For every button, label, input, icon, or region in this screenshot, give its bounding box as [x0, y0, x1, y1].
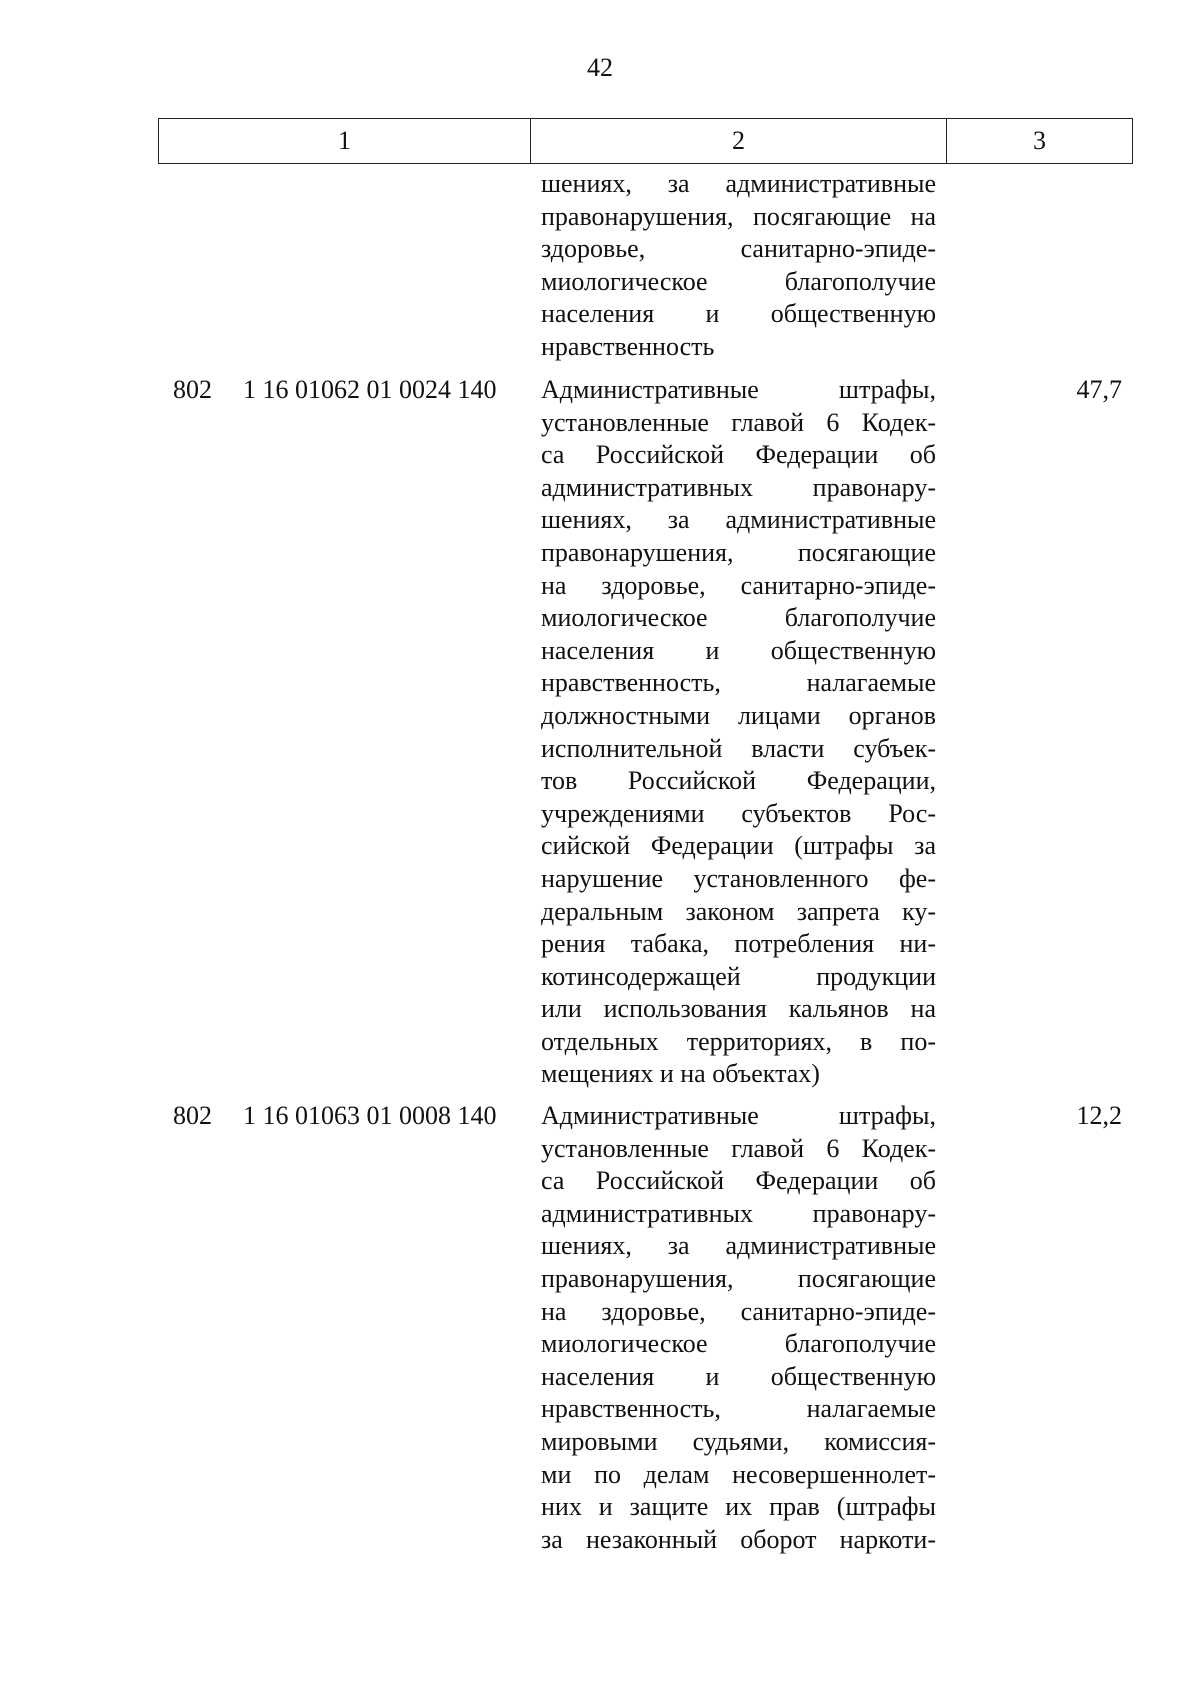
description-line: нравственность, налагаемые: [541, 668, 936, 698]
amount: 12,2: [1076, 1101, 1122, 1130]
description-line: правонарушения, посягающие: [541, 1263, 936, 1293]
table-header-col-2: 2: [531, 119, 947, 163]
description-line: населения и общественную: [541, 299, 936, 329]
row-description: [541, 374, 936, 1091]
table-header-col-3: 3: [1033, 126, 1046, 155]
description-line: исполнительной власти субъек-: [541, 733, 936, 763]
description-line: здоровье, санитарно-эпиде-: [541, 234, 936, 264]
description-line: за незаконный оборот наркоти-: [541, 1524, 936, 1554]
description-line: нравственность, налагаемые: [541, 1394, 936, 1424]
description-line: са Российской Федерации об: [541, 1166, 936, 1196]
admin-code: 802: [173, 375, 212, 404]
description-line: тов Российской Федерации,: [541, 766, 936, 796]
description-line: отдельных территориях, в по-: [541, 1026, 936, 1056]
description-line: миологическое благополучие: [541, 603, 936, 633]
description-line: сийской Федерации (штрафы за: [541, 831, 936, 861]
amount: 47,7: [1076, 375, 1122, 404]
description-line: административных правонару-: [541, 472, 936, 502]
description-line: шениях, за административные: [541, 505, 936, 535]
description-line: установленные главой 6 Кодек-: [541, 1133, 936, 1163]
description-line: рения табака, потребления ни-: [541, 929, 936, 959]
description-line: правонарушения, посягающие на: [541, 201, 936, 231]
description-line: должностными лицами органов: [541, 700, 936, 730]
description-line: мещениях и на объектах): [541, 1059, 820, 1089]
description-line: са Российской Федерации об: [541, 440, 936, 470]
description-line: котинсодержащей продукции: [541, 961, 936, 991]
description-line: населения и общественную: [541, 1361, 936, 1391]
description-line: деральным законом запрета ку-: [541, 896, 936, 926]
description-line: них и защите их прав (штрафы: [541, 1492, 936, 1522]
description-line: Административные штрафы,: [541, 1101, 936, 1130]
description-line: населения и общественную: [541, 635, 936, 665]
description-line: административных правонару-: [541, 1198, 936, 1228]
description-line: учреждениями субъектов Рос-: [541, 798, 936, 828]
description-line: Административные штрафы,: [541, 375, 936, 404]
description-line: миологическое благополучие: [541, 266, 936, 296]
description-line: на здоровье, санитарно-эпиде-: [541, 1296, 936, 1326]
description-line: установленные главой 6 Кодек-: [541, 407, 936, 437]
page-number: 42: [587, 53, 613, 82]
description-line: миологическое благополучие: [541, 1329, 936, 1359]
description-line: нравственность: [541, 331, 715, 361]
kbk-code: 1 16 01062 01 0024 140: [243, 375, 497, 404]
row-description: [541, 1100, 936, 1556]
admin-code: 802: [173, 1101, 212, 1130]
description-line: нарушение установленного фе-: [541, 863, 936, 893]
description-line: шениях, за административные: [541, 1231, 936, 1261]
kbk-code: 1 16 01063 01 0008 140: [243, 1101, 497, 1130]
description-line: на здоровье, санитарно-эпиде-: [541, 570, 936, 600]
table-header-col-1: 1: [159, 119, 531, 163]
description-line: правонарушения, посягающие: [541, 537, 936, 567]
table-header-row: [158, 118, 1133, 164]
description-line: ми по делам несовершеннолет-: [541, 1459, 936, 1489]
continuation-description: [541, 168, 936, 364]
description-line: или использования кальянов на: [541, 994, 936, 1024]
description-line: шениях, за административные: [541, 169, 936, 198]
description-line: мировыми судьями, комиссия-: [541, 1426, 936, 1456]
